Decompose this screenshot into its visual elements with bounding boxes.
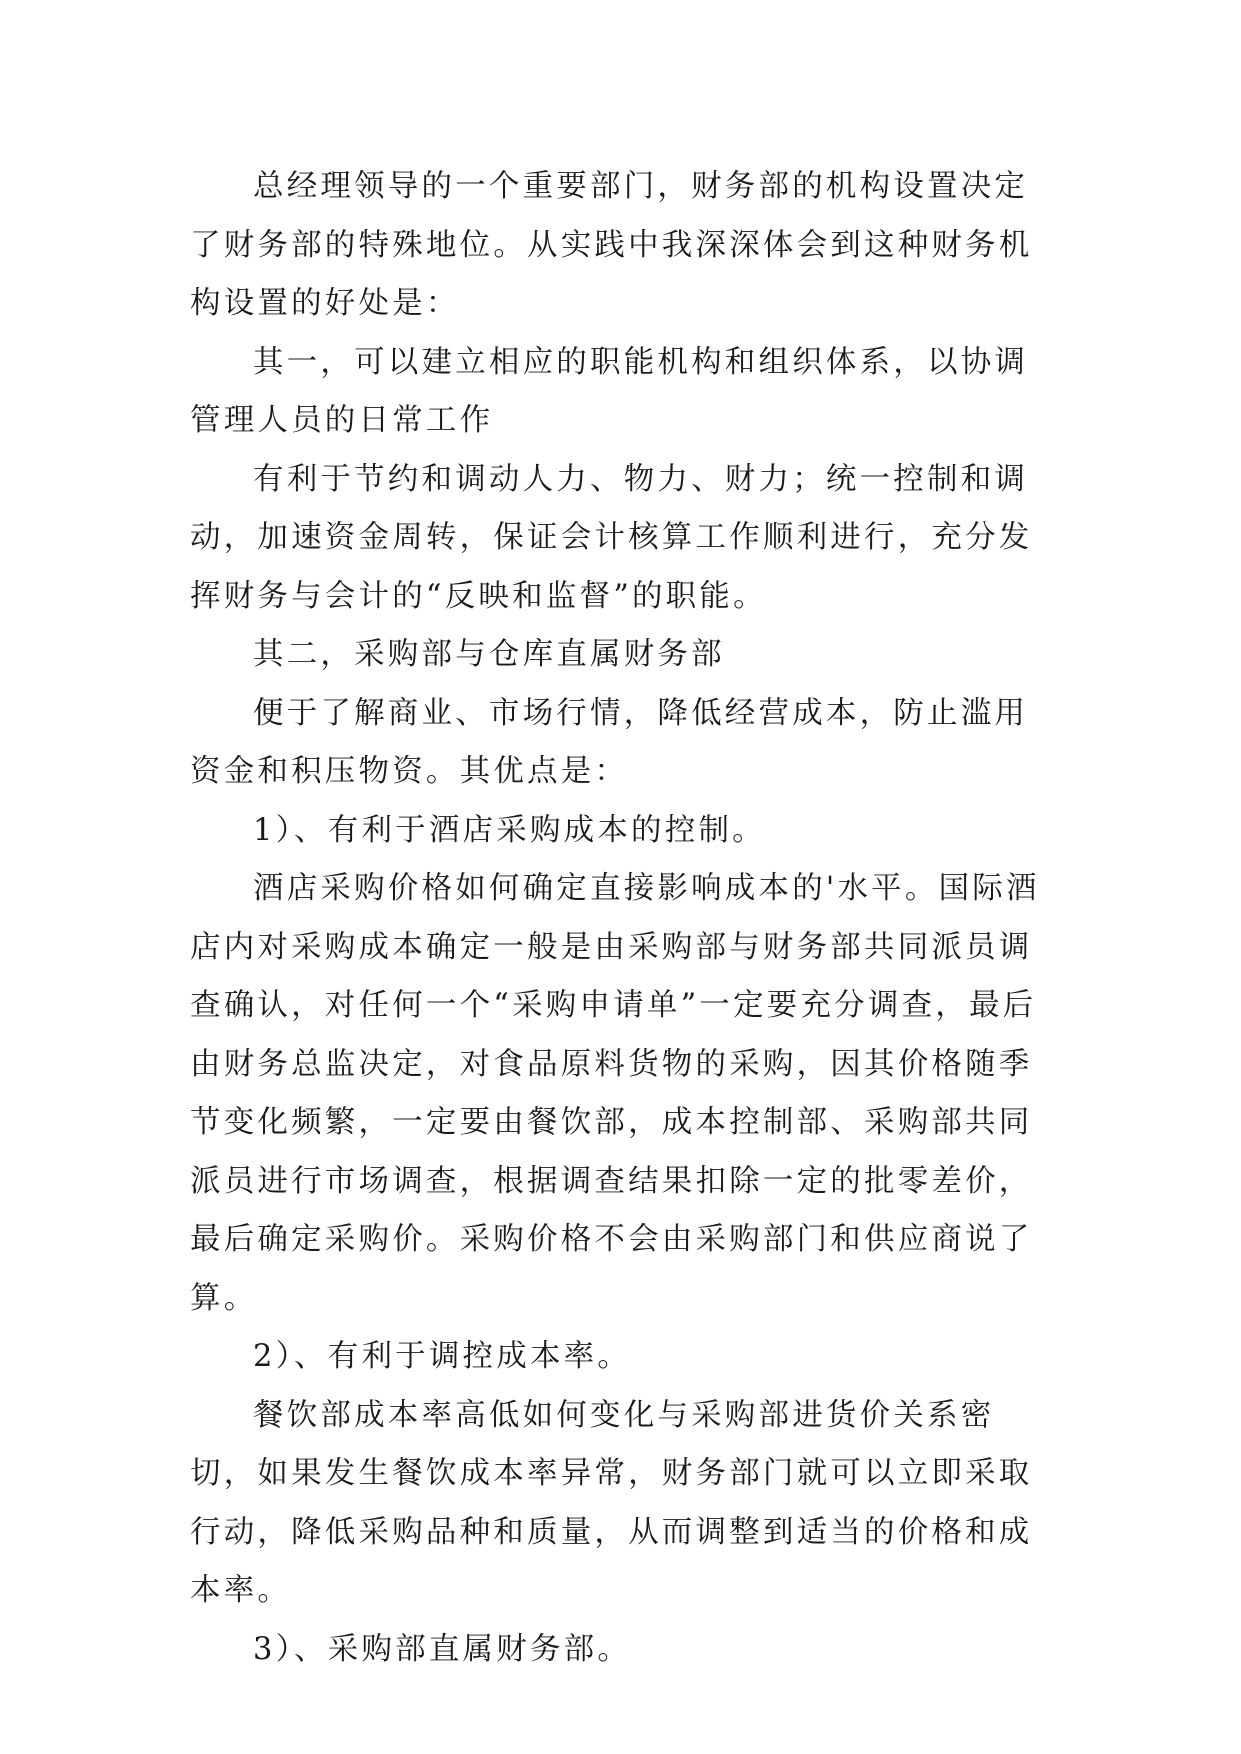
paragraph-point-two-benefit: 便于了解商业、市场行情，降低经营成本，防止滥用资金和积压物资。其优点是： [190,695,1029,789]
paragraph-item-3-heading: 3）、采购部直属财务部。 [253,1631,632,1667]
paragraph-item-2-body: 餐饮部成本率高低如何变化与采购部进货价关系密切，如果发生餐饮成本率异常，财务部门就可以立即采取行动，降低采购品种和质量，从而调整到适当的价格和成本率。 [190,1397,1033,1608]
document-body [190,158,1060,1679]
paragraph-point-two: 其二，采购部与仓库直属财务部 [253,637,725,672]
paragraph-item-2-heading: 2）、有利于调控成本率。 [253,1339,632,1374]
paragraph-item-1-body: 酒店采购价格如何确定直接影响成本的'水平。国际酒店内对采购成本确定一般是由采购部与财务部共同派员调查确认，对任何一个“采购申请单”一定要充分调查，最后由财务总监决定，对食品原料货物的采购，因其价格随季节变化频繁，一定要由餐饮部，成本控制部、采购部共同派员进行市场调查，根据调查结果扣除一定的批零差价，最后确定采购价。采购价格不会由采购部门和供应商说了算。 [190,871,1040,1316]
paragraph-item-1-heading: 1）、有利于酒店采购成本的控制。 [253,812,766,848]
paragraph-point-one: 其一，可以建立相应的职能机构和组织体系，以协调管理人员的日常工作 [190,344,1029,438]
paragraph-point-one-benefit: 有利于节约和调动人力、物力、财力；统一控制和调动，加速资金周转，保证会计核算工作顺利进行，充分发挥财务与会计的“反映和监督”的职能。 [190,461,1033,614]
paragraph-intro: 总经理领导的一个重要部门，财务部的机构设置决定了财务部的特殊地位。从实践中我深深体会到这种财务机构设置的好处是： [190,169,1033,321]
